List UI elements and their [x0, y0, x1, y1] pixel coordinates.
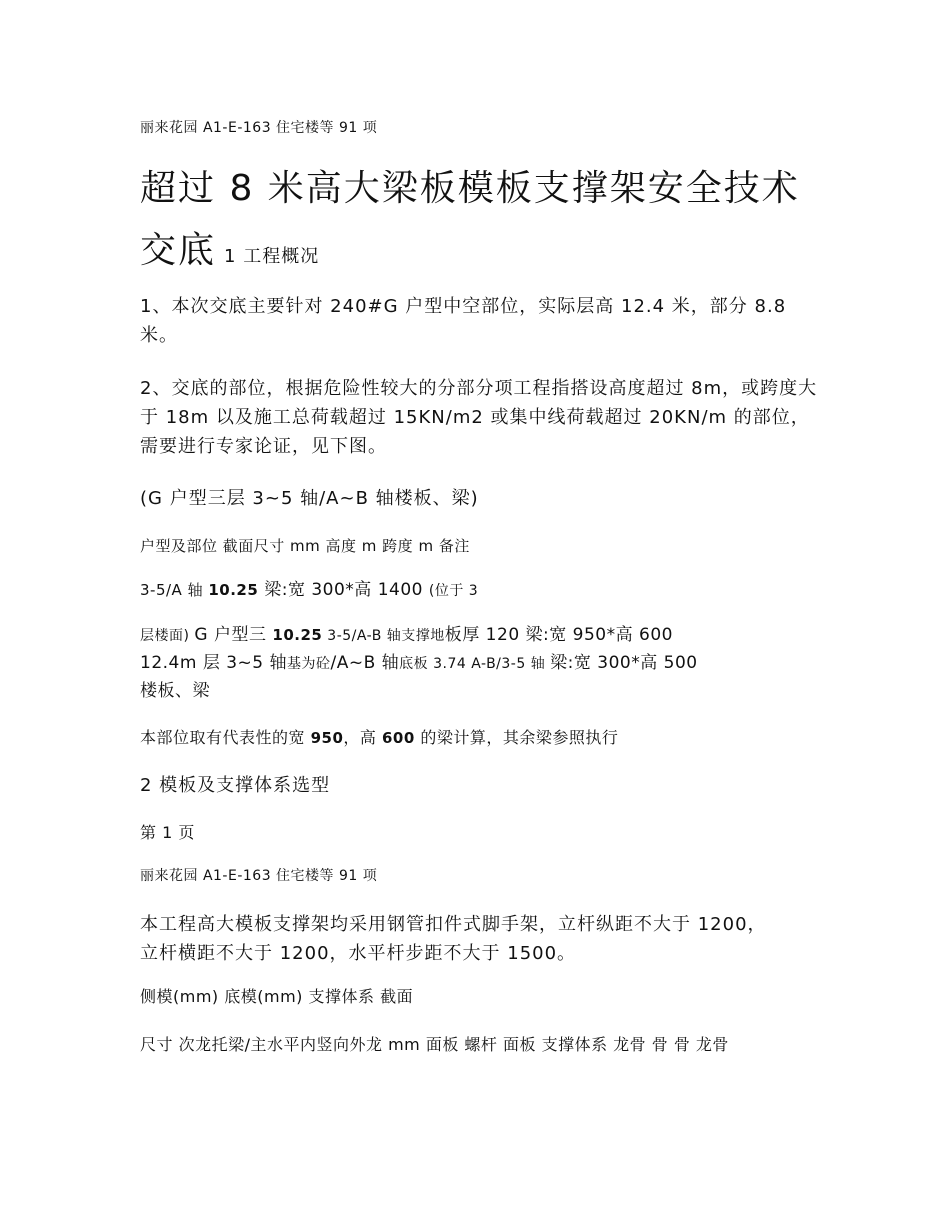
row2-part-h: /A~B 轴	[330, 653, 400, 673]
table-line-1: 侧模(mm) 底模(mm) 支撑体系 截面	[140, 987, 414, 1006]
calc-part-e: 的梁计算，其余梁参照执行	[414, 728, 619, 747]
section-heading-1: 1 工程概况	[224, 246, 320, 267]
title-line-1: 超过 8 米高大梁板模板支撑架安全技术	[140, 168, 800, 209]
row1-part-c: 梁:宽 300*高 1400	[258, 580, 429, 600]
calc-part-a: 本部位取有代表性的宽	[140, 728, 311, 747]
row1-part-b: 10.25	[208, 581, 259, 599]
title-line-2-text: 交底	[140, 230, 217, 271]
row2-part-g: 基为砼	[287, 656, 331, 672]
row1-part-d: (位于 3	[428, 583, 479, 599]
row2-part-k: 楼板、梁	[140, 681, 210, 701]
page-number: 第 1 页	[140, 823, 195, 842]
section-heading-2: 2 模板及支撑体系选型	[140, 775, 331, 796]
table-line-2: 尺寸 次龙托梁/主水平内竖向外龙 mm 面板 螺杆 面板 支撑体系 龙骨 骨 骨 龙骨	[140, 1035, 729, 1054]
paragraph-2: 2、交底的部位，根据危险性较大的分部分项工程指搭设高度超过 8m，或跨度大于 18m 以及施工总荷载超过 15KN/m2 或集中线荷载超过 20KN/m 的部位，需要进行专家论证，见下图。	[140, 378, 818, 457]
row2-part-j: 梁:宽 300*高 500	[550, 653, 698, 673]
calc-part-c: ，高	[343, 728, 382, 747]
row2-part-f: 12.4m 层 3~5 轴	[140, 653, 287, 673]
running-header-2: 丽来花园 A1-E-163 住宅楼等 91 项	[140, 868, 378, 884]
table-row-2	[140, 622, 820, 705]
table-header: 户型及部位 截面尺寸 mm 高度 m 跨度 m 备注	[140, 537, 470, 555]
paragraph-1: 1、本次交底主要针对 240#G 户型中空部位，实际层高 12.4 米，部分 8.8 米。	[140, 296, 787, 346]
table-row-1	[140, 577, 820, 604]
document-title	[140, 158, 820, 288]
row2-part-b: G 户型三	[194, 625, 273, 645]
row2-part-i: 底板 3.74 A-B/3-5 轴	[399, 656, 551, 672]
calculation-note	[140, 725, 820, 751]
title-line-2	[140, 220, 820, 288]
calc-width: 950	[310, 729, 344, 747]
running-header: 丽来花园 A1-E-163 住宅楼等 91 项	[140, 120, 378, 136]
row2-part-d: 3-5/A-B 轴支撑地	[322, 628, 445, 644]
paragraph-3: (G 户型三层 3~5 轴/A~B 轴楼板、梁)	[140, 488, 479, 509]
paragraph-4: 本工程高大模板支撑架均采用钢管扣件式脚手架，立杆纵距不大于 1200，立杆横距不大于 1200，水平杆步距不大于 1500。	[140, 914, 767, 964]
calc-height: 600	[382, 729, 415, 747]
row2-part-e: 板厚 120 梁:宽 950*高 600	[444, 625, 673, 645]
row2-part-c: 10.25	[272, 626, 323, 644]
row1-part-a: 3-5/A 轴	[140, 581, 209, 599]
row2-part-a: 层楼面)	[140, 628, 195, 644]
